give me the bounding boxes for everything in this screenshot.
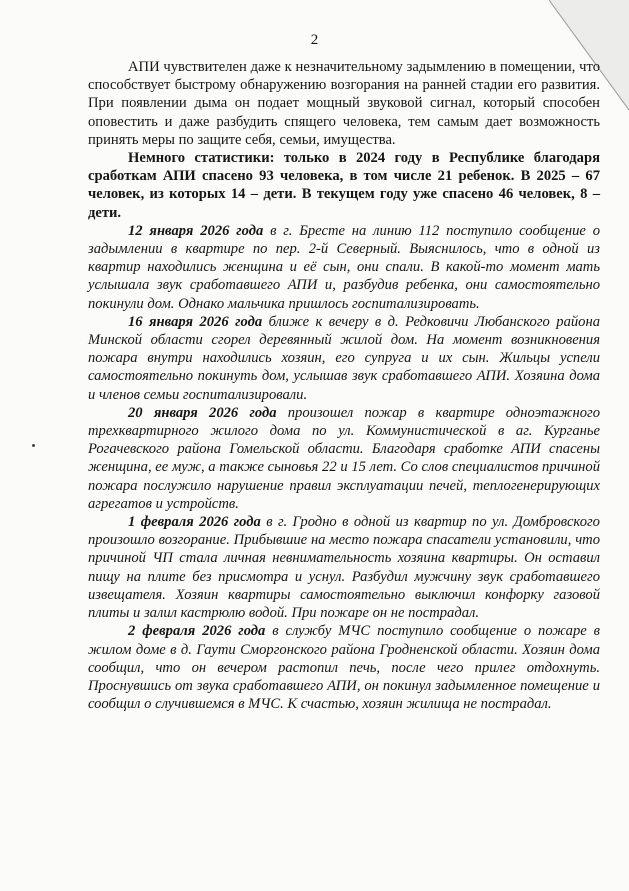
incident-text: в службу МЧС поступило сообщение о пожаре в жилом доме в д. Гаути Сморгонского района Гродненской области. Хозяин дома сообщил, что он вечером растопил печь, после чего прилег отдохнуть. Проснувшись от звука сработавшего АПИ, он покинул задымленное помещение и сообщил о случившемся в МЧС. К счастью, хозяин жилища не пострадал. (88, 623, 600, 713)
incident-text: в г. Бресте на линию 112 поступило сообщение о задымлении в квартире по пер. 2-й Северный. Выяснилось, что в одной из квартир находились женщина и её сын, они спали. В какой-то момент мать услышала звук сработавшего АПИ и, разбудив ребенка, они самостоятельно покинули дом. Однако мальчика пришлось госпитализировать. (88, 222, 600, 312)
statistics-paragraph: Немного статистики: только в 2024 году в Республике благодаря сработкам АПИ спасено 93 человека, в том числе 21 ребенок. В 2025 – 67 человек, из которых 14 – дети. В текущем году уже спасено 46 человек, 8 – дети. (88, 150, 600, 221)
incident-date: 20 января 2026 года (128, 404, 277, 421)
incident-paragraph (88, 622, 600, 713)
intro-paragraph: АПИ чувствителен даже к незначительному задымлению в помещении, что способствует быстрому обнаружению возгорания на ранней стадии его развития. При появлении дыма он подает мощный звуковой сигнал, который способен оповестить и даже разбудить спящего человека, тем самым дает возможность принять меры по защите себя, семьи, имущества. (88, 59, 600, 148)
incident-paragraph (88, 404, 600, 513)
incident-paragraph (88, 513, 600, 622)
incident-paragraph (88, 222, 600, 313)
incident-text: произошел пожар в квартире одноэтажного трехквартирного жилого дома по ул. Коммунистической в аг. Курганье Рогачевского района Гомельской области. Благодаря сработке АПИ спасены женщина, ее муж, а также сыновья 22 и 15 лет. Со слов специалистов причиной пожара послужило нарушение правил эксплуатации печей, теплогенерирующих агрегатов и устройств. (88, 404, 600, 512)
incident-date: 1 февраля 2026 года (128, 514, 261, 531)
incident-paragraph (88, 313, 600, 404)
incident-date: 12 января 2026 года (128, 222, 264, 239)
incident-date: 16 января 2026 года (128, 313, 263, 330)
incident-text: в г. Гродно в одной из квартир по ул. Домбровского произошло возгорание. Прибывшие на место пожара спасатели установили, что причиной ЧП стала личная невнимательность хозяина квартиры. Он оставил пищу на плите без присмотра и уснул. Разбудил мужчину звук сработавшего извещателя. Хозяин квартиры самостоятельно выключил конфорку газовой плиты и залил кастрюлю водой. При пожаре он не пострадал. (88, 514, 600, 622)
incident-date: 2 февраля 2026 года (128, 623, 266, 640)
scan-dot (32, 444, 35, 447)
page-number: 2 (310, 32, 319, 48)
incident-text: ближе к вечеру в д. Редковичи Любанского района Минской области сгорел деревянный жилой дом. На момент возникновения пожара внутри находились хозяин, его супруга и их сын. Жильцы успели самостоятельно покинуть дом, услышав звук сработавшего АПИ. Хозяина дома и членов семьи госпитализировали. (88, 313, 600, 403)
document-body (88, 58, 600, 713)
